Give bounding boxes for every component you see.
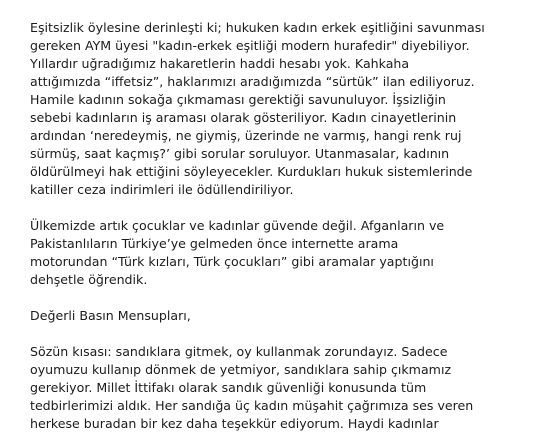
text-line: ardından ‘neredeymiş, ne giymiş, üzerinde ne varmış, hangi renk ruj: [30, 128, 462, 143]
text-line: sürmüş, saat kaçmış?’ gibi sorular soruluyor. Utanmasalar, kadının: [30, 146, 450, 161]
text-line: Eşitsizlik öylesine derinleşti ki; hukuken kadın erkek eşitliğini savunması: [30, 20, 485, 35]
text-line: Pakistanlıların Türkiye’ye gelmeden önce internette arama: [30, 236, 399, 251]
text-line: katiller ceza indirimleri ile ödüllendiriliyor.: [30, 182, 294, 197]
text-line: gerekiyor. Millet İttifakı olarak sandık güvenliği konusunda tüm: [30, 380, 427, 395]
paragraph-gap: [30, 289, 530, 307]
paragraph-salutation: [30, 307, 530, 325]
text-line: Sözün kısası: sandıklara gitmek, oy kullanmak zorundayız. Sadece: [30, 344, 448, 359]
paragraph-ballot: [30, 343, 530, 433]
text-line: Yıllardır uğradığımız hakaretlerin haddi hesabı yok. Kahkaha: [30, 56, 410, 71]
paragraph-gap: [30, 199, 530, 217]
paragraph-inequality: [30, 19, 530, 199]
paragraph-gap: [30, 325, 530, 343]
text-line: sebebi kadınların iş araması olarak gösteriliyor. Kadın cinayetlerinin: [30, 110, 457, 125]
text-line: Hamile kadının sokağa çıkmaması gerektiği savunuluyor. İşsizliğin: [30, 92, 446, 107]
text-line: tedbirlerimizi aldık. Her sandığa üç kadın müşahit çağrımıza ses veren: [30, 398, 474, 413]
paragraph-safety: [30, 217, 530, 289]
text-line: motorundan “Türk kızları, Türk çocukları” gibi aramalar yaptığını: [30, 254, 434, 269]
text-line: herkese buradan bir kez daha teşekkür ediyorum. Haydi kadınlar: [30, 416, 439, 431]
text-line: gereken AYM üyesi "kadın-erkek eşitliği modern hurafedir" diyebiliyor.: [30, 38, 470, 53]
text-line: oyumuzu kullanıp dönmek de yetmiyor, sandıklara sahip çıkmamız: [30, 362, 452, 377]
text-line: Ülkemizde artık çocuklar ve kadınlar güvende değil. Afganların ve: [30, 218, 445, 233]
salutation-line: Değerli Basın Mensupları,: [30, 308, 191, 323]
text-line: dehşetle öğrendik.: [30, 272, 148, 287]
document-body: [30, 19, 530, 433]
text-line: attığımızda “iffetsiz”, haklarımızı aradığımızda “sürtük” ilan ediliyoruz.: [30, 74, 475, 89]
text-line: öldürülmeyi hak ettiğini söyleyecekler. Kurdukları hukuk sistemlerinde: [30, 164, 473, 179]
